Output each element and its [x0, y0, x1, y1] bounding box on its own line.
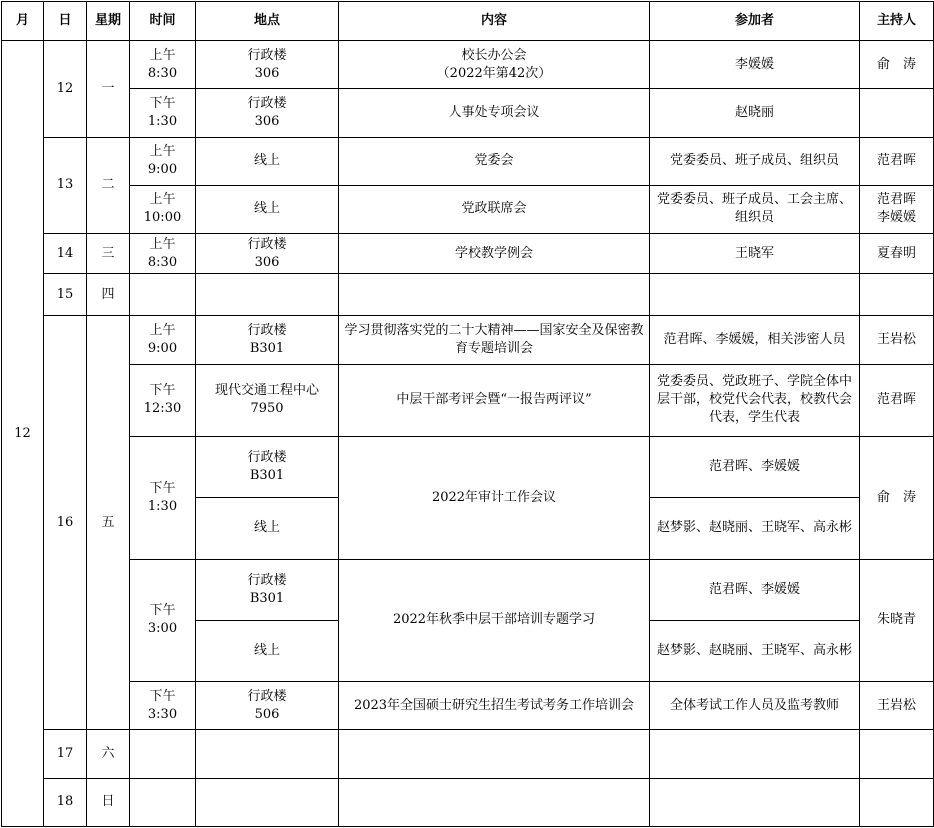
- content-cell: [339, 778, 650, 826]
- time-cell: 下午 3:30: [130, 682, 196, 730]
- table-row: [2, 185, 934, 233]
- participants-cell: 李媛媛: [650, 41, 860, 89]
- location-cell: 线上: [196, 498, 339, 559]
- time-cell: 下午 12:30: [130, 364, 196, 436]
- day-cell: 15: [44, 274, 87, 316]
- participants-cell: 全体考试工作人员及监考教师: [650, 682, 860, 730]
- participants-cell: 党委委员、班子成员、工会主席、组织员: [650, 185, 860, 233]
- location-cell: [196, 274, 339, 316]
- time-cell: [130, 778, 196, 826]
- location-cell: 线上: [196, 620, 339, 681]
- host-cell: [860, 89, 934, 137]
- weekday-cell: 日: [87, 778, 130, 826]
- time-cell: 上午 8:30: [130, 234, 196, 274]
- location-cell: 行政楼 B301: [196, 316, 339, 364]
- content-cell: 2022年审计工作会议: [339, 437, 650, 560]
- header-row: [2, 2, 934, 41]
- participants-cell: 赵梦影、赵晓丽、王晓军、高永彬: [650, 498, 860, 559]
- time-cell: 上午 10:00: [130, 185, 196, 233]
- header-location: 地点: [196, 2, 339, 41]
- host-cell: 朱晓青: [860, 559, 934, 682]
- weekday-cell: 六: [87, 730, 130, 778]
- location-cell: 行政楼 B301: [196, 559, 339, 620]
- day-cell: 12: [44, 41, 87, 137]
- header-weekday: 星期: [87, 2, 130, 41]
- location-cell: [196, 778, 339, 826]
- weekday-cell: 四: [87, 274, 130, 316]
- day-cell: 16: [44, 316, 87, 730]
- month-cell: 12: [2, 41, 44, 827]
- header-day: 日: [44, 2, 87, 41]
- location-cell: 线上: [196, 185, 339, 233]
- participants-cell: 范君晖、李媛媛: [650, 559, 860, 620]
- participants-cell: 王晓军: [650, 234, 860, 274]
- header-content: 内容: [339, 2, 650, 41]
- participants-cell: 范君晖、李媛媛，相关涉密人员: [650, 316, 860, 364]
- day-cell: 14: [44, 234, 87, 274]
- table-row: [2, 778, 934, 826]
- table-row: [2, 274, 934, 316]
- participants-cell: [650, 274, 860, 316]
- day-cell: 17: [44, 730, 87, 778]
- weekday-cell: 二: [87, 137, 130, 233]
- location-cell: [196, 730, 339, 778]
- participants-cell: [650, 778, 860, 826]
- host-cell: 王岩松: [860, 682, 934, 730]
- location-cell: 行政楼 B301: [196, 437, 339, 498]
- header-time: 时间: [130, 2, 196, 41]
- weekday-cell: 一: [87, 41, 130, 137]
- table-row: [2, 682, 934, 730]
- content-cell: 2023年全国硕士研究生招生考试考务工作培训会: [339, 682, 650, 730]
- table-row: [2, 89, 934, 137]
- content-cell: 校长办公会 （2022年第42次）: [339, 41, 650, 89]
- location-cell: 行政楼 306: [196, 41, 339, 89]
- table-row: [2, 41, 934, 89]
- host-cell: 范君晖: [860, 137, 934, 185]
- content-cell: 学校教学例会: [339, 234, 650, 274]
- location-cell: 行政楼 306: [196, 89, 339, 137]
- time-cell: 上午 9:00: [130, 316, 196, 364]
- table-row: [2, 234, 934, 274]
- participants-cell: [650, 730, 860, 778]
- table-row: [2, 137, 934, 185]
- table-row: [2, 730, 934, 778]
- host-cell: [860, 778, 934, 826]
- weekday-cell: 五: [87, 316, 130, 730]
- host-cell: 俞 涛: [860, 41, 934, 89]
- participants-cell: 赵梦影、赵晓丽、王晓军、高永彬: [650, 620, 860, 681]
- host-cell: [860, 730, 934, 778]
- table-row: [2, 437, 934, 498]
- table-row: [2, 364, 934, 436]
- content-cell: 党委会: [339, 137, 650, 185]
- time-cell: [130, 730, 196, 778]
- time-cell: 上午 8:30: [130, 41, 196, 89]
- participants-cell: 范君晖、李媛媛: [650, 437, 860, 498]
- participants-cell: 党委委员、党政班子、学院全体中层干部，校党代会代表，校教代会代表，学生代表: [650, 364, 860, 436]
- host-cell: 夏春明: [860, 234, 934, 274]
- location-cell: 现代交通工程中心 7950: [196, 364, 339, 436]
- day-cell: 18: [44, 778, 87, 826]
- host-cell: 范君晖 李媛媛: [860, 185, 934, 233]
- header-participants: 参加者: [650, 2, 860, 41]
- time-cell: 上午 9:00: [130, 137, 196, 185]
- host-cell: 范君晖: [860, 364, 934, 436]
- header-host: 主持人: [860, 2, 934, 41]
- host-cell: [860, 274, 934, 316]
- content-cell: 中层干部考评会暨“一报告两评议”: [339, 364, 650, 436]
- day-cell: 13: [44, 137, 87, 233]
- participants-cell: 党委委员、班子成员、组织员: [650, 137, 860, 185]
- content-cell: 2022年秋季中层干部培训专题学习: [339, 559, 650, 682]
- table-row: [2, 316, 934, 364]
- time-cell: 下午 1:30: [130, 89, 196, 137]
- host-cell: 王岩松: [860, 316, 934, 364]
- weekday-cell: 三: [87, 234, 130, 274]
- content-cell: [339, 274, 650, 316]
- content-cell: 人事处专项会议: [339, 89, 650, 137]
- time-cell: 下午 3:00: [130, 559, 196, 682]
- table-row: [2, 559, 934, 620]
- time-cell: 下午 1:30: [130, 437, 196, 560]
- content-cell: 学习贯彻落实党的二十大精神——国家安全及保密教育专题培训会: [339, 316, 650, 364]
- participants-cell: 赵晓丽: [650, 89, 860, 137]
- schedule-table: [1, 1, 934, 827]
- location-cell: 行政楼 506: [196, 682, 339, 730]
- location-cell: 行政楼 306: [196, 234, 339, 274]
- host-cell: 俞 涛: [860, 437, 934, 560]
- location-cell: 线上: [196, 137, 339, 185]
- header-month: 月: [2, 2, 44, 41]
- content-cell: 党政联席会: [339, 185, 650, 233]
- time-cell: [130, 274, 196, 316]
- content-cell: [339, 730, 650, 778]
